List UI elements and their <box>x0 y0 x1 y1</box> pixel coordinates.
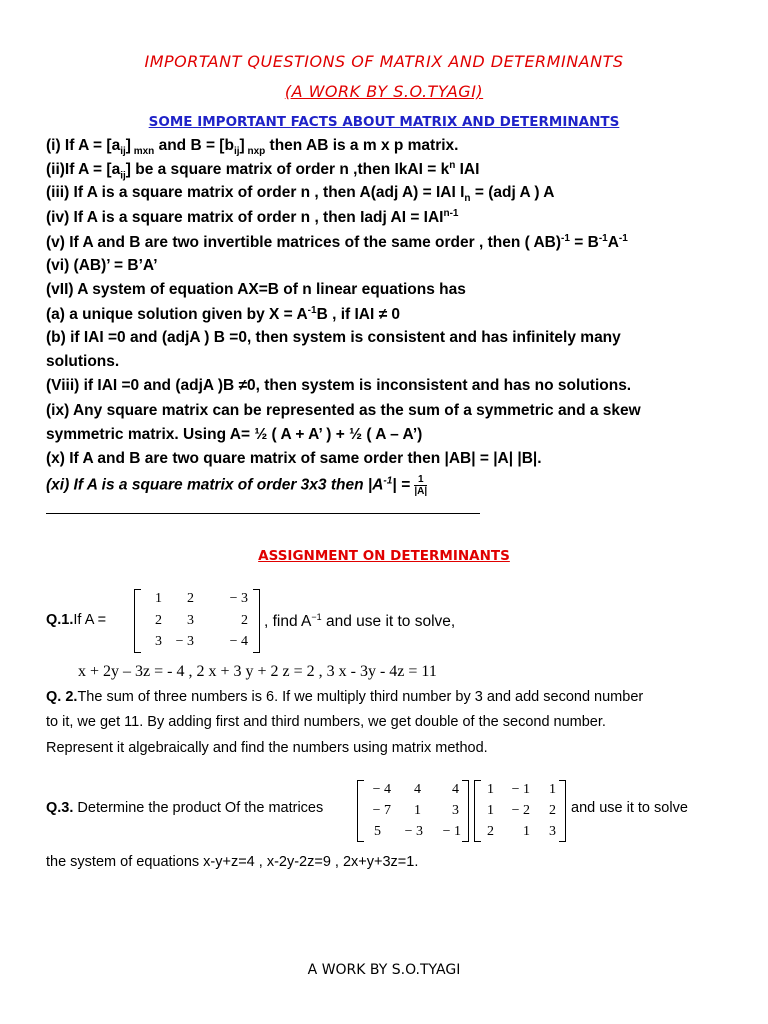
matrix-cell: − 2 <box>511 803 530 818</box>
question-3-prefix: Q.3. Determine the product Of the matrices <box>46 800 324 816</box>
matrix-cell: 4 <box>452 782 459 797</box>
facts-heading: SOME IMPORTANT FACTS ABOUT MATRIX AND DETERMINANTS <box>148 114 620 130</box>
matrix-cell: 2 <box>187 591 194 606</box>
question-1-equations: x + 2y – 3z = - 4 , 2 x + 3 y + 2 z = 2 , 3 x - 3y - 4z = 11 <box>78 663 437 680</box>
fact-9: (ix) Any square matrix can be represented as the sum of a symmetric and a skew <box>46 402 641 419</box>
matrix-cell: 5 <box>374 824 381 839</box>
fact-7: (vII) A system of equation AX=B of n linear equations has <box>46 281 466 298</box>
question-3-suffix: and use it to solve <box>571 800 688 816</box>
matrix-bracket-right <box>253 589 260 653</box>
matrix-cell: − 1 <box>442 824 461 839</box>
matrix-cell: − 3 <box>229 591 248 606</box>
fact-4: (iv) If A is a square matrix of order n , then Iadj AI = $IAI^{n-1}$ <box>46 208 459 227</box>
fact-1: (i) If $A = [a_{ij}]$ $_{mxn}$ and $B = [b_{ij}]$ $_{nxp}$ then AB is a m x p matrix. <box>46 137 459 158</box>
matrix-cell: 1 <box>155 591 162 606</box>
matrix-q <box>474 780 566 842</box>
matrix-bracket-left <box>357 780 364 842</box>
matrix-cell: 1 <box>414 803 421 818</box>
fact-8: (Viii) if IAI =0 and (adjA )B ≠0, then system is inconsistent and has no solutions. <box>46 377 632 394</box>
matrix-cell: − 3 <box>175 634 194 649</box>
page-title: IMPORTANT QUESTIONS OF MATRIX AND DETERMINANTS <box>144 52 624 71</box>
page-subtitle-author: (A WORK BY S.O.TYAGI) <box>284 82 484 101</box>
question-2-line-3: Represent it algebraically and find the numbers using matrix method. <box>46 740 488 756</box>
matrix-bracket-left <box>474 780 481 842</box>
question-2-line-2: to it, we get 11. By adding first and third numbers, we get double of the second number. <box>46 714 606 730</box>
matrix-cell: 2 <box>549 803 556 818</box>
fact-7b-cont: solutions. <box>46 353 120 370</box>
question-1-text: , find $A^{-1}$ and use it to solve, <box>264 612 456 631</box>
matrix-cell: 3 <box>549 824 556 839</box>
matrix-cell: 2 <box>487 824 494 839</box>
fact-7a: (a) a unique solution given by $X = A^{-1}B$ , if IAI ≠ 0 <box>46 305 401 324</box>
matrix-cell: − 4 <box>372 782 391 797</box>
matrix-cell: 3 <box>155 634 162 649</box>
matrix-cell: 3 <box>187 613 194 628</box>
fact-11: (xi) If A is a square matrix of order 3x3 then $|A^{-1}|$ = $\frac{1}{|A|}$ <box>46 474 428 497</box>
question-3-equations: the system of equations x-y+z=4 , x-2y-2z=9 , 2x+y+3z=1. <box>46 854 419 870</box>
matrix-bracket-right <box>462 780 469 842</box>
question-1-prefix: Q.1.If A = <box>46 612 107 628</box>
fact-5: (v) If A and B are two invertible matrices of the same order , then ( $AB)^{-1} = B^{-1}A^{-1}$ <box>46 233 628 252</box>
matrix-p <box>357 780 469 842</box>
matrix-cell: 1 <box>549 782 556 797</box>
matrix-cell: − 4 <box>229 634 248 649</box>
matrix-cell: 1 <box>487 782 494 797</box>
matrix-cell: − 1 <box>511 782 530 797</box>
matrix-cell: 2 <box>155 613 162 628</box>
matrix-cell: 1 <box>523 824 530 839</box>
fact-6: (vi) (AB)’ = B’A’ <box>46 257 158 274</box>
question-2-line-1: Q. 2.The sum of three numbers is 6. If we multiply third number by 3 and add second number <box>46 689 644 705</box>
footer-credit: A WORK BY S.O.TYAGI <box>307 962 461 978</box>
matrix-bracket-left <box>134 589 141 653</box>
fact-2: (ii)If $A = [a_{ij}]$ be a square matrix of order n ,then IkAI = $k^n$ IAI <box>46 160 480 182</box>
matrix-cell: 4 <box>414 782 421 797</box>
matrix-bracket-right <box>559 780 566 842</box>
fact-7b: (b) if IAI =0 and (adjA ) B =0, then system is consistent and has infinitely many <box>46 329 621 346</box>
matrix-cell: 3 <box>452 803 459 818</box>
fraction: $\frac{1}{|A|}$ <box>414 474 428 497</box>
matrix-cell: 2 <box>241 613 248 628</box>
assignment-heading: ASSIGNMENT ON DETERMINANTS <box>258 548 510 564</box>
fact-9-cont: symmetric matrix. Using A= ½ ( A + A’ ) + ½ ( A – A’) <box>46 426 423 443</box>
fact-10: (x) If A and B are two quare matrix of same order then |AB| = |A| |B|. <box>46 450 542 467</box>
matrix-cell: − 3 <box>404 824 423 839</box>
matrix-cell: − 7 <box>372 803 391 818</box>
separator-line <box>46 513 480 514</box>
matrix-a <box>134 589 260 653</box>
fact-3: (iii) If A is a square matrix of order n , then A(adj A) = IAI $I_n = (adj$ A ) A <box>46 184 555 205</box>
matrix-cell: 1 <box>487 803 494 818</box>
